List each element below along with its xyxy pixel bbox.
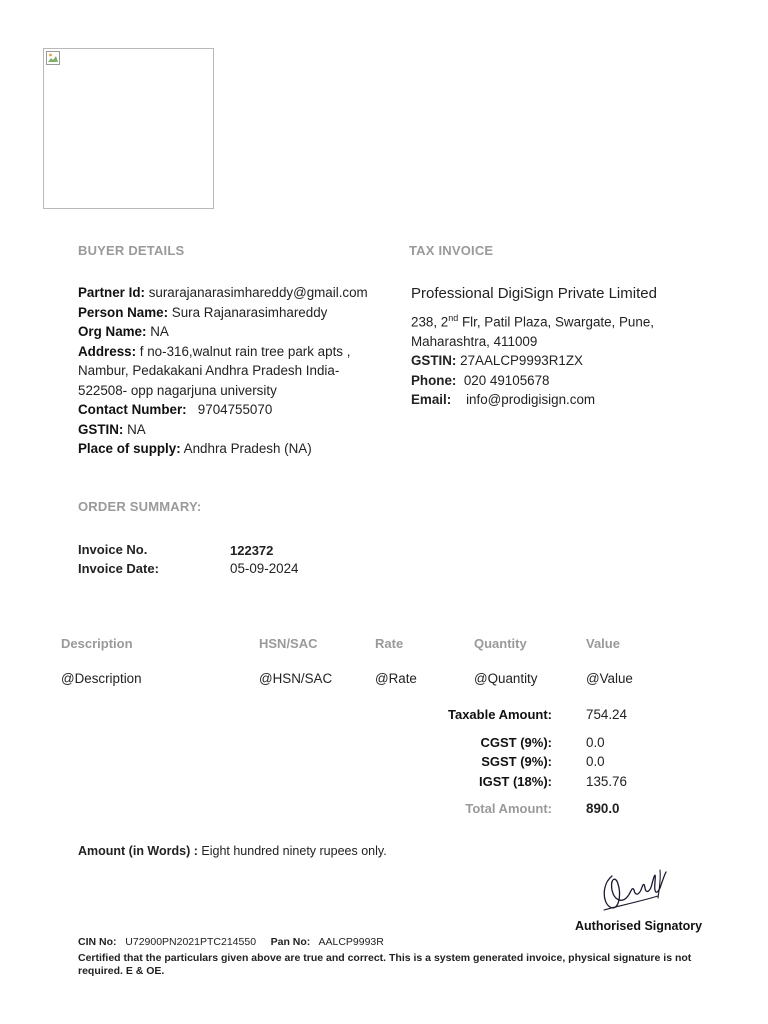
amount-in-words-value: Eight hundred ninety rupees only. (201, 844, 387, 858)
cell-description: @Description (61, 671, 142, 686)
pan-label: Pan No: (270, 936, 311, 948)
partner-id: surarajanarasimhareddy@gmail.com (148, 285, 368, 300)
total-amount: 890.0 (586, 801, 620, 816)
buyer-gstin-row: GSTIN: NA (78, 421, 146, 437)
igst-amount: 135.76 (586, 774, 627, 789)
person-name: Sura Rajanarasimhareddy (171, 304, 328, 320)
invoice-no-label: Invoice No. (78, 542, 148, 557)
place-of-supply: Andhra Pradesh (NA) (183, 441, 312, 456)
col-header-rate: Rate (375, 636, 404, 651)
invoice-no: 122372 (230, 543, 274, 558)
sgst-label: SGST (9%): (481, 754, 552, 769)
partner-id-row: Partner Id: surarajanarasimhareddy@gmail.com (78, 285, 368, 300)
address-row: Address: f no-316,walnut rain tree park apts , (78, 343, 351, 359)
buyer-details-heading: BUYER DETAILS (78, 243, 185, 258)
taxable-amount: 754.24 (586, 707, 627, 722)
cin-number: U72900PN2021PTC214550 (125, 936, 257, 948)
total-amount-label: Total Amount: (465, 801, 552, 816)
seller-gstin-row: GSTIN: 27AALCP9993R1ZX (411, 353, 583, 369)
pan-number: AALCP9993R (318, 936, 384, 948)
buyer-details (78, 283, 388, 459)
cgst-label: CGST (9%): (480, 735, 552, 750)
certification-note: Certified that the particulars given above are true and correct. This is a system generated invoice, physical signature is not required. E & OE. (78, 952, 692, 977)
order-summary-heading: ORDER SUMMARY: (78, 499, 202, 514)
amount-in-words-label: Amount (in Words) : (78, 844, 198, 858)
invoice-date-label: Invoice Date: (78, 561, 159, 576)
sgst-amount: 0.0 (586, 754, 605, 769)
contact-row: Contact Number: 9704755070 (78, 402, 273, 417)
col-header-description: Description (61, 636, 133, 651)
tax-invoice-heading: TAX INVOICE (409, 243, 494, 258)
address-line-2: Nambur, Pedakakani Andhra Pradesh India- (78, 363, 340, 378)
broken-image-icon (46, 51, 60, 65)
cell-rate: @Rate (375, 671, 417, 686)
address-line-1: f no-316,walnut rain tree park apts , (139, 343, 351, 359)
col-header-value: Value (586, 636, 620, 651)
seller-address-line-1: 238, 2nd Flr, Patil Plaza, Swargate, Pune, (411, 313, 654, 330)
company-logo-placeholder (43, 48, 214, 209)
seller-company-name: Professional DigiSign Private Limited (411, 285, 657, 302)
seller-phone-row: Phone: 020 49105678 (411, 372, 550, 388)
amount-in-words (78, 844, 387, 858)
buyer-gstin: NA (127, 421, 146, 437)
cell-hsn-sac: @HSN/SAC (259, 671, 333, 686)
igst-label: IGST (18%): (479, 774, 552, 789)
authorised-signatory-label: Authorised Signatory (575, 919, 703, 933)
cell-value: @Value (586, 671, 633, 686)
address-line-3: 522508- opp nagarjuna university (78, 382, 277, 398)
cin-label: CIN No: (78, 936, 117, 948)
footer-ids (78, 936, 384, 948)
col-header-quantity: Quantity (474, 636, 527, 651)
org-name-row: Org Name: NA (78, 324, 169, 339)
place-of-supply-row: Place of supply: Andhra Pradesh (NA) (78, 441, 312, 456)
signature-image (598, 862, 672, 914)
invoice-date: 05-09-2024 (230, 561, 299, 576)
seller-phone: 020 49105678 (463, 372, 550, 388)
seller-address-line-2: Maharashtra, 411009 (411, 333, 538, 349)
contact-number: 9704755070 (197, 402, 273, 417)
seller-details (411, 309, 741, 410)
cgst-amount: 0.0 (586, 735, 605, 750)
cell-quantity: @Quantity (474, 671, 538, 686)
org-name: NA (150, 324, 169, 339)
seller-gstin: 27AALCP9993R1ZX (460, 353, 583, 369)
seller-email-row: Email: info@prodigisign.com (411, 392, 596, 408)
col-header-hsn-sac: HSN/SAC (259, 636, 318, 651)
taxable-amount-label: Taxable Amount: (447, 707, 552, 722)
person-name-row: Person Name: Sura Rajanarasimhareddy (78, 304, 328, 320)
seller-email: info@prodigisign.com (466, 392, 596, 408)
